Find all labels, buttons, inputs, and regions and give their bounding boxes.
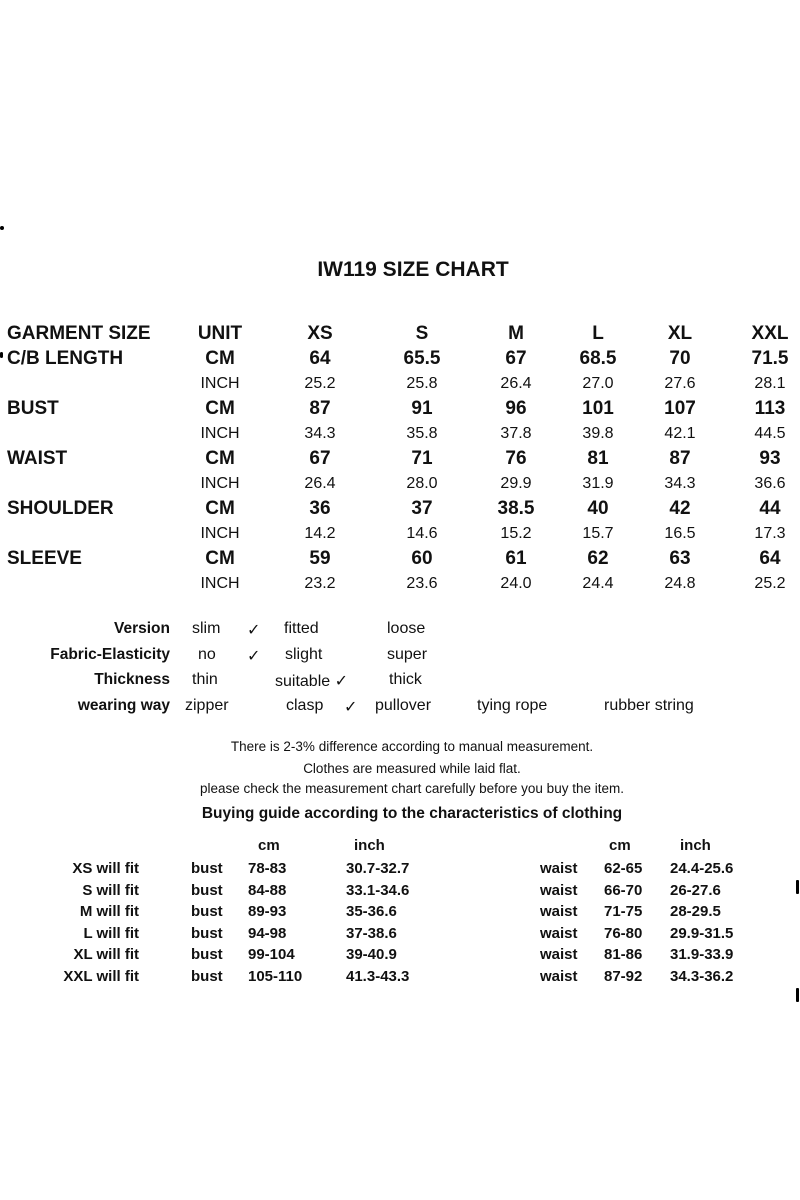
size-header-m: M [508,323,524,344]
cell-value: 16.5 [664,525,696,542]
cell-value: 40 [587,498,609,519]
edge-speck [0,226,4,230]
attr-option: tying rope [477,697,548,714]
cell-value: 37 [411,498,433,519]
cell-value: 25.8 [406,375,438,392]
cell-value: 23.2 [304,575,336,592]
edge-speck [796,880,799,894]
cell-value: 24.4 [582,575,614,592]
guide-waist-cm: 71-75 [604,903,643,920]
guide-fit-label: M will fit [79,903,139,920]
attr-option: loose [387,620,426,637]
cell-value: 37.8 [500,425,532,442]
guide-bust-label: bust [191,925,223,942]
cell-value: 67 [505,348,527,369]
check-icon: ✓ [247,622,261,639]
cell-value: 25.2 [754,575,786,592]
cell-value: 44 [759,498,781,519]
guide-fit-label: S will fit [82,882,139,899]
unit-inch: INCH [200,525,240,542]
cell-value: 14.2 [304,525,336,542]
unit-header: UNIT [197,323,243,344]
guide-waist-inch: 28-29.5 [670,903,721,920]
guide-bust-inch: 41.3-43.3 [346,968,410,985]
note-line: There is 2-3% difference according to manual measurement. [230,739,594,754]
cell-value: 15.2 [500,525,532,542]
cell-value: 15.7 [582,525,614,542]
cell-value: 76 [505,448,527,469]
cell-value: 87 [669,448,691,469]
unit-inch: INCH [200,475,240,492]
cell-value: 64 [309,348,331,369]
unit-inch: INCH [200,375,240,392]
cell-value: 87 [309,398,331,419]
unit-inch: INCH [200,425,240,442]
cell-value: 28.1 [754,375,786,392]
guide-waist-label: waist [540,946,578,963]
cell-value: 25.2 [304,375,336,392]
garment-size-header: GARMENT SIZE [7,323,151,344]
attr-label-version: Version [114,620,170,637]
check-icon: ✓ [344,699,358,716]
cell-value: 67 [309,448,331,469]
guide-waist-label: waist [540,968,578,985]
cell-value: 27.6 [664,375,696,392]
guide-bust-cm: 89-93 [248,903,287,920]
guide-waist-inch: 34.3-36.2 [670,968,734,985]
cell-value: 24.0 [500,575,532,592]
attr-option: thin [192,671,218,688]
cell-value: 36 [309,498,331,519]
unit-cm: CM [205,398,235,419]
attr-option: rubber string [604,697,694,714]
cell-value: 31.9 [582,475,614,492]
cell-value: 63 [669,548,691,569]
unit-cm: CM [205,348,235,369]
row-label-shoulder: SHOULDER [7,498,114,519]
size-header-l: L [592,323,604,344]
attr-option: zipper [185,697,229,714]
cell-value: 28.0 [406,475,438,492]
guide-waist-label: waist [540,860,578,877]
guide-waist-inch: 31.9-33.9 [670,946,734,963]
attr-option: pullover [375,697,432,714]
cell-value: 93 [759,448,781,469]
guide-col-cm: cm [258,837,280,854]
cell-value: 36.6 [754,475,786,492]
cell-value: 29.9 [500,475,532,492]
cell-value: 42 [669,498,691,519]
guide-col-inch: inch [354,837,385,854]
guide-waist-inch: 26-27.6 [670,882,721,899]
guide-fit-label: L will fit [83,925,139,942]
guide-waist-cm: 66-70 [604,882,643,899]
cell-value: 101 [582,398,614,419]
guide-waist-cm: 81-86 [604,946,643,963]
edge-speck [796,988,799,1002]
cell-value: 96 [505,398,527,419]
size-header-xs: XS [307,323,333,344]
cell-value: 27.0 [582,375,614,392]
row-label-waist: WAIST [7,448,68,469]
cell-value: 35.8 [406,425,438,442]
cell-value: 59 [309,548,331,569]
cell-value: 23.6 [406,575,438,592]
attr-option: thick [389,671,422,688]
guide-col-inch: inch [680,837,711,854]
guide-waist-label: waist [540,925,578,942]
cell-value: 71 [411,448,433,469]
cell-value: 68.5 [579,348,617,369]
guide-waist-cm: 62-65 [604,860,643,877]
guide-bust-label: bust [191,882,223,899]
size-header-s: S [415,323,429,344]
cell-value: 26.4 [304,475,336,492]
guide-bust-label: bust [191,860,223,877]
cell-value: 42.1 [664,425,696,442]
page-title: IW119 SIZE CHART [317,258,509,281]
unit-cm: CM [205,498,235,519]
guide-waist-label: waist [540,882,578,899]
guide-bust-cm: 78-83 [248,860,287,877]
guide-bust-label: bust [191,968,223,985]
row-label-sleeve: SLEEVE [7,548,82,569]
size-header-xxl: XXL [751,323,789,344]
guide-bust-cm: 94-98 [248,925,287,942]
row-label-bust: BUST [7,398,59,419]
cell-value: 81 [587,448,609,469]
note-line: Clothes are measured while laid flat. [303,761,521,776]
cell-value: 71.5 [751,348,789,369]
guide-waist-inch: 24.4-25.6 [670,860,734,877]
guide-bust-cm: 105-110 [248,968,303,985]
guide-bust-inch: 35-36.6 [346,903,397,920]
edge-speck [0,352,3,358]
size-header-xl: XL [667,323,693,344]
guide-col-cm: cm [609,837,631,854]
guide-waist-cm: 87-92 [604,968,643,985]
cell-value: 24.8 [664,575,696,592]
attr-option: clasp [286,697,324,714]
guide-bust-inch: 33.1-34.6 [346,882,410,899]
cell-value: 70 [669,348,691,369]
unit-cm: CM [205,548,235,569]
guide-waist-inch: 29.9-31.5 [670,925,734,942]
unit-cm: CM [205,448,235,469]
guide-fit-label: XL will fit [73,946,139,963]
cell-value: 44.5 [754,425,786,442]
attr-option: super [387,646,428,663]
attr-label-fabric-elasticity: Fabric-Elasticity [50,646,170,663]
guide-bust-cm: 84-88 [248,882,287,899]
cell-value: 107 [664,398,696,419]
guide-fit-label: XS will fit [72,860,139,877]
cell-value: 61 [505,548,527,569]
check-icon: ✓ [247,648,261,665]
cell-value: 17.3 [754,525,786,542]
cell-value: 38.5 [497,498,535,519]
cell-value: 65.5 [403,348,441,369]
attr-option: slight [285,646,323,663]
guide-waist-label: waist [540,903,578,920]
attr-option: slim [192,620,221,637]
guide-bust-label: bust [191,903,223,920]
cell-value: 113 [754,398,786,419]
cell-value: 39.8 [582,425,614,442]
attr-label-wearing-way: wearing way [77,697,170,714]
cell-value: 62 [587,548,609,569]
guide-fit-label: XXL will fit [63,968,139,985]
guide-bust-inch: 37-38.6 [346,925,397,942]
guide-bust-cm: 99-104 [248,946,295,963]
row-label-cb-length: C/B LENGTH [7,348,124,369]
cell-value: 64 [759,548,781,569]
unit-inch: INCH [200,575,240,592]
cell-value: 34.3 [664,475,696,492]
note-line: please check the measurement chart carefully before you buy the item. [200,781,624,796]
cell-value: 34.3 [304,425,336,442]
guide-waist-cm: 76-80 [604,925,643,942]
attr-option: fitted [284,620,319,637]
cell-value: 26.4 [500,375,532,392]
attr-option: no [198,646,216,663]
buying-guide-title: Buying guide according to the characteristics of clothing [201,805,623,822]
cell-value: 60 [411,548,433,569]
guide-bust-inch: 39-40.9 [346,946,397,963]
attr-label-thickness: Thickness [94,671,170,688]
cell-value: 91 [411,398,433,419]
guide-bust-label: bust [191,946,223,963]
attr-option-selected: suitable ✓ [275,673,348,690]
guide-bust-inch: 30.7-32.7 [346,860,410,877]
cell-value: 14.6 [406,525,438,542]
